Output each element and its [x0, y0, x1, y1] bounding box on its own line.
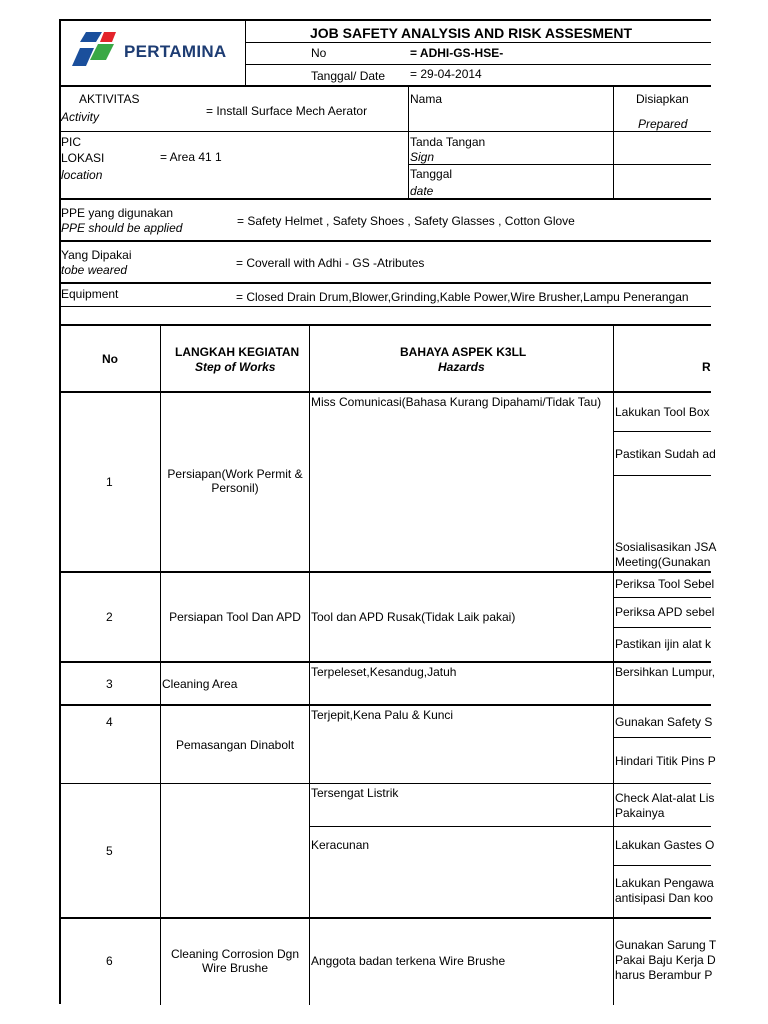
- row-control: Lakukan Pengawa: [615, 876, 714, 890]
- col-no-header: No: [102, 352, 118, 366]
- worn-label: Yang Dipakai: [61, 248, 132, 262]
- row-no: 2: [106, 610, 113, 624]
- date-value: = 29-04-2014: [410, 67, 482, 81]
- equipment-value: = Closed Drain Drum,Blower,Grinding,Kable Power,Wire Brusher,Lampu Penerangan: [236, 290, 689, 304]
- row-control: Bersihkan Lumpur,: [615, 665, 716, 679]
- location-value: = Area 41 1: [160, 150, 222, 164]
- row-no: 5: [106, 844, 113, 858]
- location-label-en: location: [61, 168, 103, 182]
- row-control: Meeting(Gunakan: [615, 555, 711, 569]
- row-control: Periksa APD sebel: [615, 605, 715, 619]
- row-hazard: Terpeleset,Kesandug,Jatuh: [311, 665, 457, 679]
- row-control: Pakai Baju Kerja D: [615, 953, 716, 967]
- no-label: No: [311, 46, 327, 60]
- row-hazard: Tool dan APD Rusak(Tidak Laik pakai): [311, 610, 516, 624]
- ppe-value: = Safety Helmet , Safety Shoes , Safety Glasses , Cotton Glove: [237, 214, 575, 228]
- row-control: Gunakan Safety S: [615, 715, 713, 729]
- tanggal-label-en: date: [410, 184, 434, 198]
- row-control: Check Alat-alat Lis: [615, 791, 715, 805]
- sign-label: Tanda Tangan: [410, 135, 486, 149]
- row-control: Pastikan ijin alat k: [615, 637, 712, 651]
- row-control: Periksa Tool Sebel: [615, 577, 715, 591]
- activity-label-en: Activity: [61, 110, 100, 124]
- date-label: Tanggal/ Date: [311, 69, 386, 83]
- row-step: Cleaning Corrosion Dgn Wire Brushe: [170, 947, 300, 975]
- page-title: JOB SAFETY ANALYSIS AND RISK ASSESMENT: [310, 25, 633, 41]
- row-no: 1: [106, 475, 113, 489]
- col-step-header-en: Step of Works: [195, 360, 276, 374]
- row-control: Hindari Titik Pins P: [615, 754, 716, 768]
- row-step: Cleaning Area: [162, 677, 238, 691]
- worn-value: = Coverall with Adhi - GS -Atributes: [236, 256, 425, 270]
- row-step: Pemasangan Dinabolt: [175, 738, 295, 752]
- location-label: LOKASI: [61, 151, 105, 165]
- col-step-header: LANGKAH KEGIATAN: [175, 345, 300, 359]
- col-hazard-header-en: Hazards: [438, 360, 485, 374]
- equipment-label: Equipment: [61, 287, 119, 301]
- activity-label: AKTIVITAS: [79, 92, 140, 106]
- row-no: 6: [106, 954, 113, 968]
- name-label: Nama: [410, 92, 443, 106]
- col-risk-header: R: [702, 360, 711, 374]
- row-no: 3: [106, 677, 113, 691]
- row-control: Pastikan Sudah ad: [615, 447, 716, 461]
- row-hazard: Miss Comunicasi(Bahasa Kurang Dipahami/Tidak Tau): [311, 395, 602, 409]
- row-hazard: Anggota badan terkena Wire Brushe: [311, 954, 506, 968]
- row-hazard: Keracunan: [311, 838, 370, 852]
- pic-label: PIC: [61, 135, 82, 149]
- col-hazard-header: BAHAYA ASPEK K3LL: [400, 345, 527, 359]
- pertamina-logo-icon: [72, 30, 122, 70]
- row-control: Lakukan Tool Box: [615, 405, 710, 419]
- activity-value: = Install Surface Mech Aerator: [206, 104, 368, 118]
- row-hazard: Terjepit,Kena Palu & Kunci: [311, 708, 454, 722]
- ppe-label: PPE yang digunakan: [61, 206, 174, 220]
- row-no: 4: [106, 715, 113, 729]
- row-step: Persiapan(Work Permit & Personil): [167, 467, 303, 495]
- row-hazard: Tersengat Listrik: [311, 786, 399, 800]
- row-control: harus Berambur P: [615, 968, 713, 982]
- row-control: Sosialisasikan JSA: [615, 540, 717, 554]
- no-value: = ADHI-GS-HSE-: [410, 46, 504, 60]
- brand-name: PERTAMINA: [124, 42, 227, 61]
- worn-label-en: tobe weared: [61, 263, 128, 277]
- row-control: Lakukan Gastes O: [615, 838, 715, 852]
- prepared-label: Disiapkan: [636, 92, 689, 106]
- prepared-label-en: Prepared: [638, 117, 688, 131]
- row-step: Persiapan Tool Dan APD: [169, 610, 301, 624]
- row-control: Pakainya: [615, 806, 665, 820]
- row-control: Gunakan Sarung T: [615, 938, 717, 952]
- sign-label-en: Sign: [410, 150, 435, 164]
- row-control: antisipasi Dan koo: [615, 891, 714, 905]
- ppe-label-en: PPE should be applied: [61, 221, 183, 235]
- tanggal-label: Tanggal: [410, 167, 453, 181]
